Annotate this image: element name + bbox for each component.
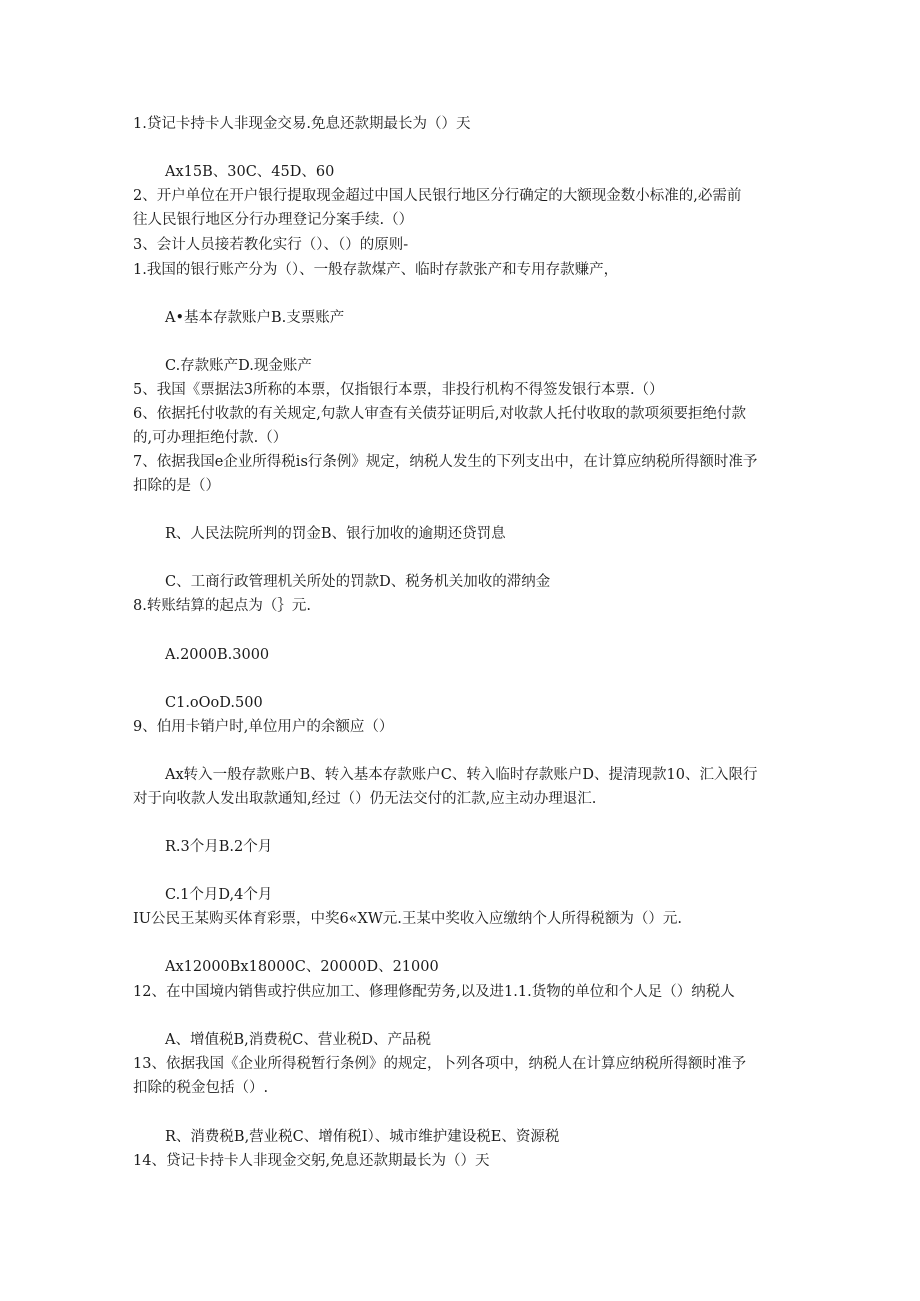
text-line: 的,可办理拒绝付款.（） — [133, 430, 288, 446]
option-line: Ax15B、30C、45D、60 — [165, 164, 335, 180]
text-line: IU公民王某购买体育彩票，中奖6«XW元.王某中奖收入应缴纳个人所得税额为（）元. — [133, 911, 682, 927]
option-line: A•基本存款账户B.支票账产 — [165, 310, 345, 326]
option-line: R.3个月B.2个月 — [165, 839, 273, 855]
option-line: R、消费税B,营业税C、增侑税I）、城市维护建设税E、资源税 — [165, 1129, 560, 1145]
option-line: A.2000B.3000 — [165, 647, 270, 663]
text-line: 3、会计人员接若教化实行（）、（）的原则- — [133, 237, 409, 253]
text-line: 往人民银行地区分行办理登记分案手续.（） — [133, 212, 414, 228]
text-line: 2、开户单位在开户银行提取现金超过中国人民银行地区分行确定的大额现金数小标准的,必需前 — [133, 188, 742, 204]
text-line: 13、依据我国《企业所得税暂行条例》的规定，卜列各项中，纳税人在计算应纳税所得额时准予 — [133, 1056, 746, 1072]
text-line: 12、在中国境内销售或拧供应加工、修理修配劳务,以及进1.1.货物的单位和个人足（）纳税人 — [133, 984, 735, 1000]
option-line: Ax12000Bx18000C、20000D、21000 — [165, 959, 439, 975]
option-line: R、人民法院所判的罚金B、银行加收的逾期还贷罚息 — [165, 526, 506, 542]
text-line: 扣除的是（） — [133, 478, 220, 494]
option-line: C、工商行政管理机关所处的罚款D、税务机关加收的滞纳金 — [165, 574, 551, 590]
text-line: 14、贷记卡持卡人非现金交躬,免息还款期最长为（）天 — [133, 1153, 490, 1169]
text-line: 5、我国《票据法3所称的本票，仅指银行本票，非投行机构不得签发银行本票.（） — [133, 382, 664, 398]
text-line: 扣除的税金包括（）. — [133, 1080, 269, 1096]
text-line: 1.贷记卡持卡人非现金交易.免息还款期最长为（）天 — [133, 116, 471, 132]
text-line: 1.我国的银行账产分为（）、一般存款煤产、临时存款张产和专用存款赚产， — [133, 262, 619, 278]
option-line: Ax转入一般存款账户B、转入基本存款账户C、转入临时存款账户D、提清现款10、汇入限行 — [165, 767, 758, 783]
option-line: A、增值税B,消费税C、营业税D、产品税 — [165, 1032, 431, 1048]
option-line: C1.oOoD.500 — [165, 695, 263, 711]
text-line: 9、伯用卡销户时,单位用户的余额应（） — [133, 719, 394, 735]
option-line: C.存款账产D.现金账产 — [165, 358, 312, 374]
option-line: C.1个月D,4个月 — [165, 887, 273, 903]
text-line: 6、依据托付收款的有关规定,句款人审查有关债芬证明后,对收款人托付收取的款项须要拒绝付款 — [133, 406, 746, 422]
text-line: 8.转账结算的起点为（｝元. — [133, 598, 311, 614]
text-line: 对于向收款人发出取款通知,经过（）仍无法交付的汇款,应主动办理退汇. — [133, 791, 597, 807]
text-line: 7、依据我国e企业所得税is行条例》规定，纳税人发生的下列支出中，在计算应纳税所得额时准予 — [133, 454, 758, 470]
